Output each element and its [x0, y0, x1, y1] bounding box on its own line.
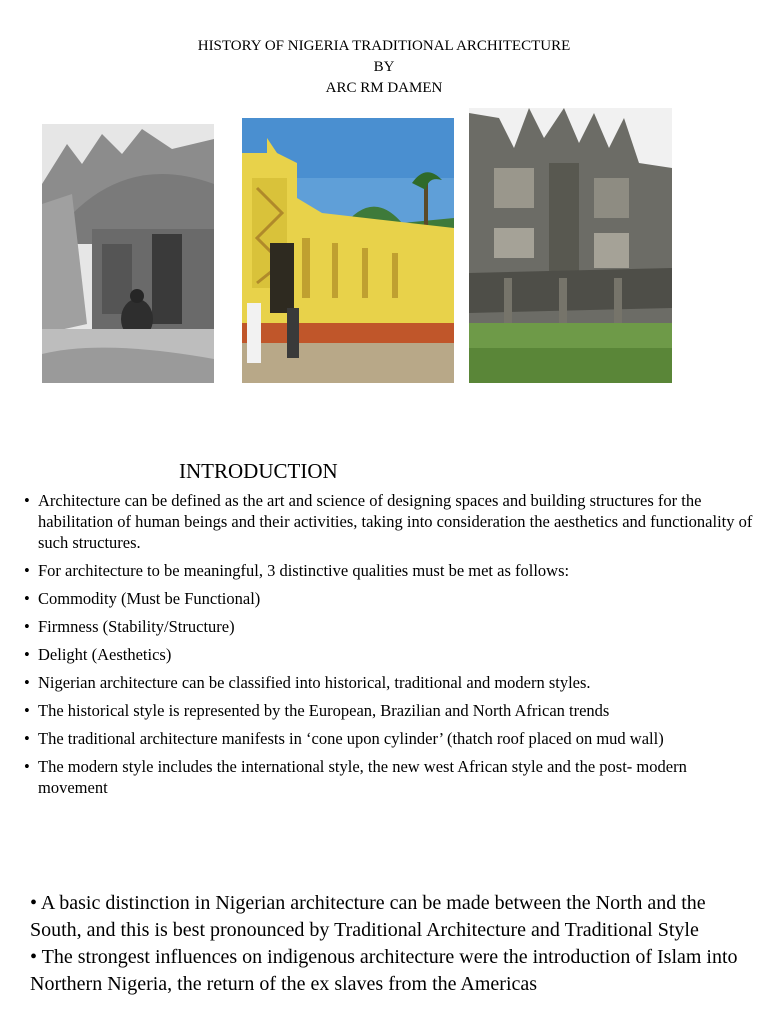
- document-title: HISTORY OF NIGERIA TRADITIONAL ARCHITECTURE: [197, 38, 571, 54]
- list-item: [24, 588, 754, 609]
- bullet-dot: •: [24, 617, 30, 636]
- title-block: [0, 36, 768, 99]
- introduction-bullet-list: [24, 490, 754, 805]
- bullet-text: Delight (Aesthetics): [38, 645, 172, 664]
- body-text: [30, 890, 745, 998]
- bullet-dot: •: [24, 491, 30, 510]
- decorated-palace-photo: [242, 118, 454, 383]
- bullet-text: Commodity (Must be Functional): [38, 589, 261, 608]
- bullet-text: The traditional architecture manifests in ‘cone upon cylinder’ (thatch roof placed on mud wall): [38, 729, 664, 748]
- modern-building-photo: [469, 108, 672, 383]
- list-item: [24, 728, 754, 749]
- bullet-text: The modern style includes the international style, the new west African style and the post- modern movement: [38, 757, 687, 797]
- bullet-text: Architecture can be defined as the art and science of designing spaces and building structures for the habilitation of human beings and their activities, taking into consideration the aesthetics and functionality of such structures.: [38, 491, 753, 552]
- introduction-heading: INTRODUCTION: [179, 459, 338, 483]
- by-line: BY: [373, 59, 395, 75]
- bullet-dot: •: [24, 561, 30, 580]
- bullet-text: For architecture to be meaningful, 3 distinctive qualities must be met as follows:: [38, 561, 570, 580]
- list-item: [24, 644, 754, 665]
- list-item: [24, 560, 754, 581]
- list-item: [24, 756, 754, 798]
- bullet-text: The historical style is represented by the European, Brazilian and North African trends: [38, 701, 610, 720]
- bullet-text: Nigerian architecture can be classified into historical, traditional and modern styles.: [38, 673, 591, 692]
- bullet-dot: •: [24, 757, 30, 776]
- bullet-dot: •: [24, 701, 30, 720]
- paragraph: • A basic distinction in Nigerian architecture can be made between the North and the South, and this is best pronounced by Traditional Architecture and Traditional Style: [30, 892, 706, 941]
- bullet-dot: •: [24, 589, 30, 608]
- author-name: ARC RM DAMEN: [325, 80, 443, 96]
- list-item: [24, 616, 754, 637]
- list-item: [24, 700, 754, 721]
- bullet-dot: •: [24, 673, 30, 692]
- bullet-dot: •: [24, 645, 30, 664]
- bullet-dot: •: [24, 729, 30, 748]
- list-item: [24, 490, 754, 553]
- list-item: [24, 672, 754, 693]
- paragraph: • The strongest influences on indigenous architecture were the introduction of Islam into Northern Nigeria, the return of the ex slaves from the Americas: [30, 946, 738, 995]
- thatched-huts-photo: [42, 124, 214, 383]
- bullet-text: Firmness (Stability/Structure): [38, 617, 235, 636]
